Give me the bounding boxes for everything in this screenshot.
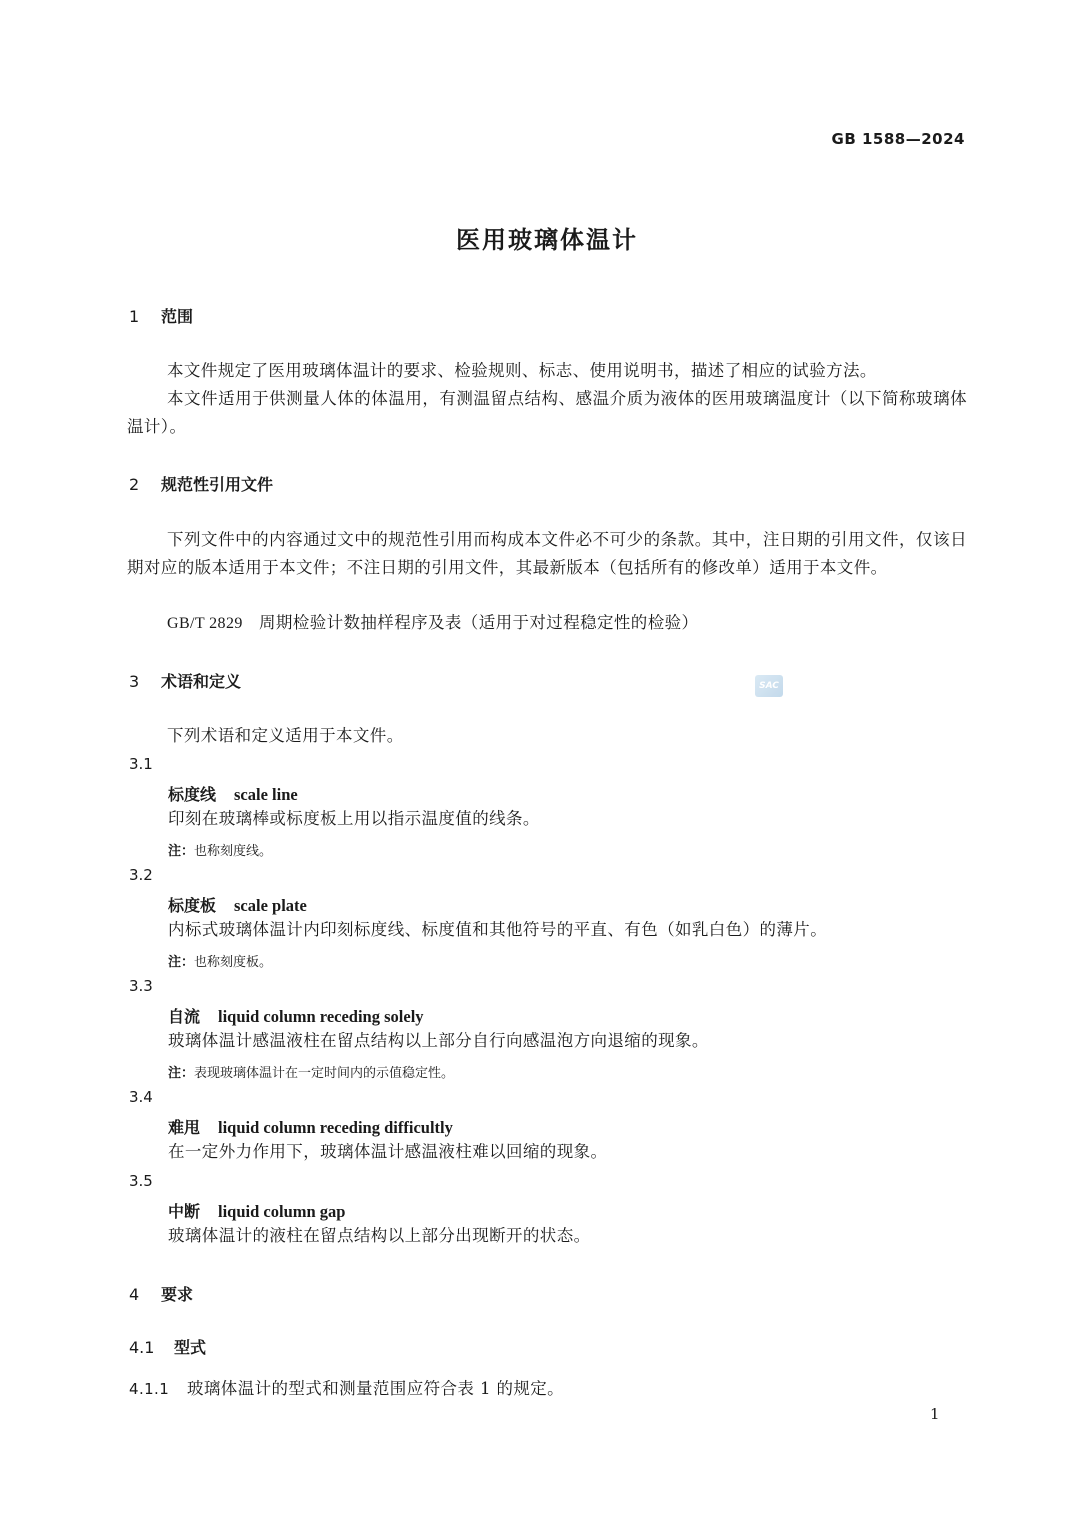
scope-paragraph-1: 本文件规定了医用玻璃体温计的要求、检验规则、标志、使用说明书，描述了相应的试验方法。 bbox=[167, 361, 877, 380]
section-number: 4 bbox=[129, 1285, 140, 1304]
term-en: liquid column receding difficultly bbox=[218, 1118, 453, 1137]
section-number: 1 bbox=[129, 307, 140, 326]
clause-text: 玻璃体温计的型式和测量范围应符合表 1 的规定。 bbox=[187, 1379, 565, 1398]
note-label: 注： bbox=[168, 844, 195, 859]
term-en: scale line bbox=[234, 785, 298, 804]
term-number: 3.4 bbox=[129, 1088, 153, 1106]
section-3-heading bbox=[129, 669, 241, 692]
term-number: 3.1 bbox=[129, 755, 153, 773]
reference-title: 周期检验计数抽样程序及表（适用于对过程稳定性的检验） bbox=[259, 613, 699, 632]
term-number: 3.5 bbox=[129, 1172, 153, 1190]
reference-code: GB/T 2829 bbox=[167, 615, 243, 632]
section-title: 范围 bbox=[161, 307, 194, 326]
document-title: 医用玻璃体温计 bbox=[456, 226, 638, 254]
term-heading bbox=[168, 893, 307, 916]
scope-paragraph-2: 本文件适用于供测量人体的体温用，有测温留点结构、感温介质为液体的医用玻璃温度计（以下简称玻璃体温计）。 bbox=[127, 389, 967, 436]
term-definition: 玻璃体温计的液柱在留点结构以上部分出现断开的状态。 bbox=[168, 1226, 591, 1245]
term-en: scale plate bbox=[234, 896, 307, 915]
term-number: 3.2 bbox=[129, 866, 153, 884]
term-note bbox=[168, 840, 272, 859]
section-number: 3 bbox=[129, 672, 140, 691]
term-note bbox=[168, 1062, 454, 1081]
term-heading bbox=[168, 1199, 345, 1222]
section-title: 要求 bbox=[161, 1285, 194, 1304]
note-label: 注： bbox=[168, 1066, 195, 1081]
note-text: 也称刻度板。 bbox=[194, 955, 273, 970]
subsection-4-1-heading bbox=[129, 1335, 206, 1358]
term-definition: 印刻在玻璃棒或标度板上用以指示温度值的线条。 bbox=[168, 809, 540, 828]
page-number: 1 bbox=[930, 1405, 940, 1423]
term-zh: 自流 bbox=[168, 1007, 201, 1026]
term-en: liquid column receding solely bbox=[218, 1007, 424, 1026]
term-en: liquid column gap bbox=[218, 1202, 346, 1221]
note-label: 注： bbox=[168, 955, 195, 970]
reference-entry bbox=[167, 609, 698, 638]
term-note bbox=[168, 951, 272, 970]
clause-4-1-1 bbox=[129, 1375, 564, 1403]
term-zh: 难甩 bbox=[168, 1118, 201, 1137]
term-number: 3.3 bbox=[129, 977, 153, 995]
term-definition: 玻璃体温计感温液柱在留点结构以上部分自行向感温泡方向退缩的现象。 bbox=[168, 1031, 709, 1050]
section-2-heading bbox=[129, 472, 273, 495]
section-1-heading bbox=[129, 304, 193, 327]
term-definition: 在一定外力作用下，玻璃体温计感温液柱难以回缩的现象。 bbox=[168, 1142, 608, 1161]
standard-code: GB 1588—2024 bbox=[831, 130, 965, 148]
section-title: 术语和定义 bbox=[161, 672, 242, 691]
note-text: 也称刻度线。 bbox=[194, 844, 273, 859]
references-paragraph: 下列文件中的内容通过文中的规范性引用而构成本文件必不可少的条款。其中，注日期的引用文件，仅该日期对应的版本适用于本文件；不注日期的引用文件，其最新版本（包括所有的修改单）适用于本文件。 bbox=[127, 530, 967, 577]
section-title: 规范性引用文件 bbox=[161, 475, 274, 494]
term-zh: 标度板 bbox=[168, 896, 217, 915]
note-text: 表现玻璃体温计在一定时间内的示值稳定性。 bbox=[194, 1066, 455, 1081]
section-number: 2 bbox=[129, 475, 140, 494]
sac-watermark-logo: SAC bbox=[755, 675, 783, 697]
term-heading bbox=[168, 1115, 453, 1138]
term-heading bbox=[168, 782, 298, 805]
term-zh: 中断 bbox=[168, 1202, 201, 1221]
clause-number: 4.1.1 bbox=[129, 1380, 170, 1398]
term-zh: 标度线 bbox=[168, 785, 217, 804]
subsection-title: 型式 bbox=[174, 1338, 207, 1357]
subsection-number: 4.1 bbox=[129, 1338, 155, 1357]
term-definition: 内标式玻璃体温计内印刻标度线、标度值和其他符号的平直、有色（如乳白色）的薄片。 bbox=[168, 920, 828, 939]
terms-intro: 下列术语和定义适用于本文件。 bbox=[167, 726, 404, 745]
section-4-heading bbox=[129, 1282, 193, 1305]
term-heading bbox=[168, 1004, 424, 1027]
